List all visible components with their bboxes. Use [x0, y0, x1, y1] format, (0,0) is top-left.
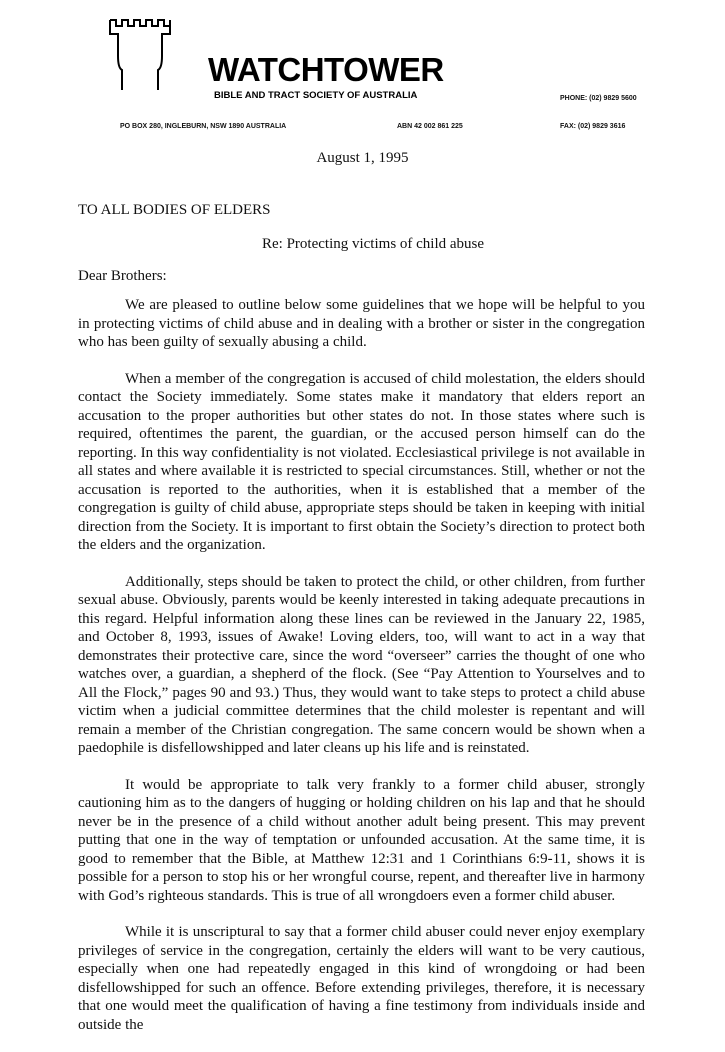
letter-body: [78, 296, 645, 1052]
watchtower-logo-icon: [106, 16, 178, 90]
org-subtitle: BIBLE AND TRACT SOCIETY OF AUSTRALIA: [214, 90, 418, 101]
paragraph-2: When a member of the congregation is accused of child molestation, the elders should contact the Society immediately. Some states make it mandatory that elders report an accusation to the proper authorities but other states do not. In those states where such is required, oftentimes the parent, the guardian, or the accused person himself can do the reporting. In this way confidentiality is not violated. Ecclesiastical privilege is not available in all states and where available it is restricted to special circumstances. Still, whether or not the accusation is reported to the authorities, when it is established that a member of the congregation is guilty of child abuse, appropriate steps should be taken in keeping with initial direction from the Society. It is important to first obtain the Society’s direction to protect both the elders and the organization.: [78, 370, 645, 553]
org-name: WATCHTOWER: [208, 51, 444, 88]
letter-greeting: Dear Brothers:: [78, 268, 167, 284]
abn-number: ABN 42 002 861 225: [397, 123, 463, 130]
paragraph-3: Additionally, steps should be taken to protect the child, or other children, from further sexual abuse. Obviously, parents would be keenly interested in taking adequate precautions in this regard. Helpful information along these lines can be reviewed in the January 22, 1985, and October 8, 1993, issues of Awake! Loving elders, too, will want to act in a way that demonstrates their protective care, since the word “overseer” carries the thought of one who watches over, a guardian, a shepherd of the flock. (See “Pay Attention to Yourselves and to All the Flock,” pages 90 and 93.) Thus, they would want to take steps to protect a child abuse victim when a judicial committee determines that the child molester is repentant and will remain a member of the Christian congregation. The same concern would be shown when a paedophile is disfellowshipped and later cleans up his life and is reinstated.: [78, 573, 645, 756]
paragraph-5: While it is unscriptural to say that a former child abuser could never enjoy exemplary privileges of service in the congregation, certainly the elders will want to be very cautious, especially when one had repeatedly engaged in this kind of wrongdoing or had been disfellowshipped for such an offence. Before extending privileges, therefore, it is necessary that one would meet the qualification of having a fine testimony from individuals inside and outside the: [78, 924, 645, 1033]
letter-subject: Re: Protecting victims of child abuse: [262, 236, 485, 252]
letter-recipient: TO ALL BODIES OF ELDERS: [78, 202, 271, 218]
phone-number: PHONE: (02) 9829 5600: [560, 95, 637, 102]
fax-number: FAX: (02) 9829 3616: [560, 123, 626, 130]
paragraph-1: We are pleased to outline below some guidelines that we hope will be helpful to you in protecting victims of child abuse and in dealing with a brother or sister in the congregation who has been guilty of sexually abusing a child.: [78, 297, 645, 350]
postal-address: PO BOX 280, INGLEBURN, NSW 1890 AUSTRALIA: [120, 123, 287, 130]
paragraph-4: It would be appropriate to talk very frankly to a former child abuser, strongly cautioning him as to the dangers of hugging or holding children on his lap and that he should never be in the presence of a child without another adult being present. This may prevent putting that one in the way of temptation or unfounded accusation. At the same time, it is good to remember that the Bible, at Matthew 12:31 and 1 Corinthians 6:9-11, shows it is possible for a person to stop his or her wrongful course, repent, and thereafter live in harmony with God’s righteous standards. This is true of all wrongdoers even a former child abuser.: [78, 776, 645, 904]
letter-date: August 1, 1995: [316, 150, 409, 166]
